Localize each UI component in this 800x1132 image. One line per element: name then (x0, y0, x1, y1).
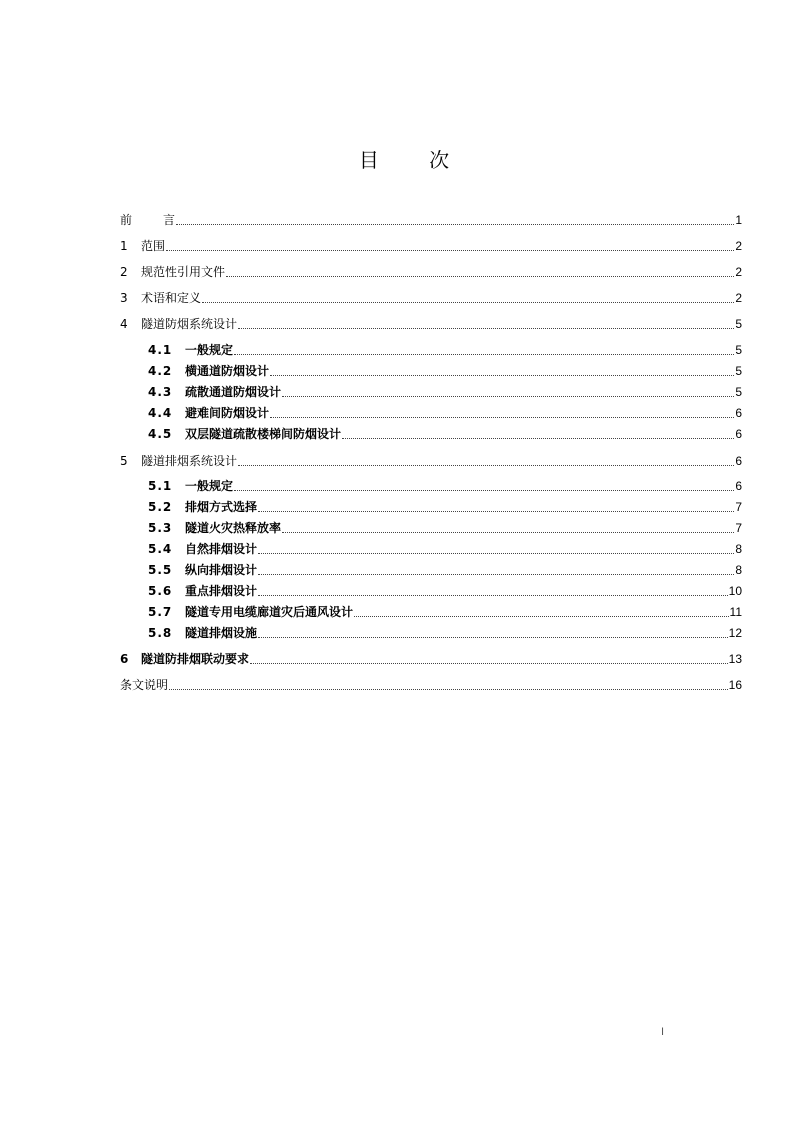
toc-entry-number: 2 (120, 265, 128, 279)
toc-entry-number: 4 (120, 317, 128, 331)
toc-entry-page: 6 (735, 406, 742, 420)
toc-entry-number: 5.6 (148, 584, 173, 598)
toc-leader-dots (258, 573, 734, 575)
toc-entry-page: 11 (729, 605, 742, 619)
toc-entry-5-7[interactable] (148, 603, 742, 621)
toc-leader-dots (202, 301, 734, 303)
toc-entry-5-1[interactable] (148, 477, 742, 495)
toc-entry-page: 2 (735, 265, 742, 279)
toc-leader-dots (250, 662, 728, 664)
toc-entry-title: 一般规定 (185, 343, 234, 357)
toc-entry-title: 一般规定 (185, 479, 234, 493)
toc-entry-page: 6 (735, 427, 742, 441)
toc-entry-4-2[interactable] (148, 362, 742, 380)
toc-entry-number: 1 (120, 239, 128, 253)
toc-leader-dots (169, 688, 728, 690)
toc-entry-title: 术语和定义 (141, 291, 202, 305)
toc-entry-title: 隧道火灾热释放率 (185, 521, 282, 535)
toc-entry-explanation[interactable] (120, 676, 742, 694)
toc-entry-title: 规范性引用文件 (141, 265, 226, 279)
toc-entry-title: 隧道专用电缆廊道灾后通风设计 (185, 605, 354, 619)
toc-entry-5-5[interactable] (148, 561, 742, 579)
toc-entry-4-4[interactable] (148, 404, 742, 422)
toc-entry-number: 5.8 (148, 626, 173, 640)
page-number: I (661, 1026, 665, 1038)
toc-entry-2[interactable] (120, 263, 742, 281)
toc-entry-title: 隧道防排烟联动要求 (141, 652, 250, 666)
toc-entry-4-3[interactable] (148, 383, 742, 401)
toc-leader-dots (342, 437, 734, 439)
toc-entry-page: 5 (735, 317, 742, 331)
toc-entry-page: 7 (735, 521, 742, 535)
toc-leader-dots (270, 416, 734, 418)
toc-leader-dots (282, 531, 734, 533)
toc-entry-6[interactable] (120, 650, 742, 668)
toc-entry-number: 4.1 (148, 343, 173, 357)
page-title: 目 次 (358, 148, 472, 172)
toc-entry-page: 16 (728, 678, 742, 692)
toc-entry-foreword[interactable] (120, 211, 742, 229)
toc-entry-page: 8 (735, 542, 742, 556)
toc-leader-dots (238, 464, 734, 466)
toc-entry-1[interactable] (120, 237, 742, 255)
toc-entry-page: 6 (735, 479, 742, 493)
toc-entry-number: 5.3 (148, 521, 173, 535)
toc-entry-title: 排烟方式选择 (185, 500, 258, 514)
toc-entry-title: 纵向排烟设计 (185, 563, 258, 577)
toc-entry-title: 双层隧道疏散楼梯间防烟设计 (185, 427, 342, 441)
toc-leader-dots (258, 594, 728, 596)
toc-entry-title: 重点排烟设计 (185, 584, 258, 598)
toc-entry-number: 5.7 (148, 605, 173, 619)
toc-leader-dots (238, 327, 734, 329)
toc-entry-5-8[interactable] (148, 624, 742, 642)
toc-leader-dots (354, 615, 729, 617)
toc-entry-5-4[interactable] (148, 540, 742, 558)
toc-entry-page: 2 (735, 239, 742, 253)
toc-leader-dots (234, 489, 734, 491)
toc-entry-number: 5.4 (148, 542, 173, 556)
toc-entry-4[interactable] (120, 315, 742, 333)
toc-leader-dots (258, 636, 728, 638)
toc-entry-page: 6 (735, 454, 742, 468)
toc-entry-page: 5 (735, 364, 742, 378)
toc-entry-page: 5 (735, 385, 742, 399)
toc-entry-number: 4.5 (148, 427, 173, 441)
toc-entry-number: 4.3 (148, 385, 173, 399)
toc-entry-page: 8 (735, 563, 742, 577)
toc-entry-5-2[interactable] (148, 498, 742, 516)
toc-entry-title: 隧道排烟系统设计 (141, 454, 238, 468)
toc-entry-title: 疏散通道防烟设计 (185, 385, 282, 399)
toc-entry-title: 条文说明 (120, 678, 169, 692)
toc-entry-page: 1 (735, 213, 742, 227)
toc-entry-5-6[interactable] (148, 582, 742, 600)
toc-entry-title: 横通道防烟设计 (185, 364, 270, 378)
toc-leader-dots (166, 249, 734, 251)
toc-leader-dots (226, 275, 734, 277)
toc-entry-title: 避难间防烟设计 (185, 406, 270, 420)
toc-entry-page: 7 (735, 500, 742, 514)
toc-entry-title: 言 (163, 213, 176, 227)
toc-entry-3[interactable] (120, 289, 742, 307)
toc-entry-page: 10 (728, 584, 742, 598)
toc-entry-number: 5.2 (148, 500, 173, 514)
toc-entry-number: 3 (120, 291, 128, 305)
toc-entry-number: 4.2 (148, 364, 173, 378)
toc-entry-number: 前 (120, 213, 133, 227)
toc-entry-number: 5.1 (148, 479, 173, 493)
toc-entry-title: 隧道排烟设施 (185, 626, 258, 640)
toc-entry-number: 5.5 (148, 563, 173, 577)
toc-entry-5-3[interactable] (148, 519, 742, 537)
toc-entry-title: 范围 (141, 239, 166, 253)
toc-leader-dots (258, 510, 734, 512)
toc-entry-page: 2 (735, 291, 742, 305)
toc-leader-dots (258, 552, 734, 554)
toc-entry-title: 自然排烟设计 (185, 542, 258, 556)
toc-leader-dots (282, 395, 734, 397)
toc-entry-5[interactable] (120, 452, 742, 470)
toc-entry-page: 13 (728, 652, 742, 666)
toc-entry-number: 4.4 (148, 406, 173, 420)
toc-entry-4-1[interactable] (148, 341, 742, 359)
toc-entry-number: 6 (120, 652, 129, 666)
toc-entry-4-5[interactable] (148, 425, 742, 443)
toc-entry-page: 12 (728, 626, 742, 640)
toc-leader-dots (234, 353, 734, 355)
toc-entry-title: 隧道防烟系统设计 (141, 317, 238, 331)
toc-leader-dots (270, 374, 734, 376)
toc-entry-number: 5 (120, 454, 128, 468)
toc-entry-page: 5 (735, 343, 742, 357)
toc-leader-dots (176, 223, 734, 225)
